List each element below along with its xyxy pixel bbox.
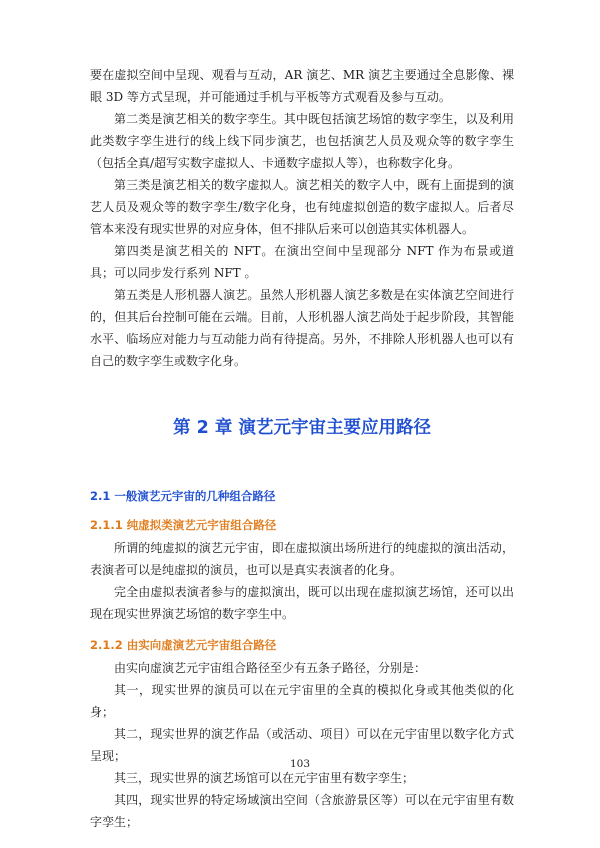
paragraph-type-4: 第四类是演艺相关的 NFT。在演出空间中呈现部分 NFT 作为布景或道具；可以同步发行系列 NFT 。 <box>90 244 514 280</box>
paragraph-2-1-2-item-4: 其四，现实世界的特定场域演出空间（含旅游景区等）可以在元宇宙里有数字孪生； <box>90 793 514 829</box>
paragraph-2-1-1-a: 所谓的纯虚拟的演艺元宇宙，即在虚拟演出场所进行的纯虚拟的演出活动，表演者可以是纯虚拟的演员，也可以是真实表演者的化身。 <box>90 541 514 577</box>
chapter-title: 第 2 章 演艺元宇宙主要应用路径 <box>173 418 431 438</box>
page-content <box>90 64 514 833</box>
section-heading-2-1: 2.1 一般演艺元宇宙的几种组合路径 <box>90 489 276 503</box>
paragraph-2-1-1-b: 完全由虚拟表演者参与的虚拟演出，既可以出现在虚拟演艺场馆，还可以出现在现实世界演艺场馆的数字孪生中。 <box>90 585 514 621</box>
paragraph-2-1-2-item-3: 其三，现实世界的演艺场馆可以在元宇宙里有数字孪生； <box>114 771 415 785</box>
section-heading-2-1-1: 2.1.1 纯虚拟类演艺元宇宙组合路径 <box>90 518 277 532</box>
paragraph-2-1-2-intro: 由实向虚演艺元宇宙组合路径至少有五条子路径，分别是： <box>114 661 427 675</box>
paragraph-2-1-2-item-1: 其一，现实世界的演员可以在元宇宙里的全真的模拟化身或其他类似的化身； <box>90 683 514 719</box>
paragraph-type-3: 第三类是演艺相关的数字虚拟人。演艺相关的数字人中，既有上面提到的演艺人员及观众等的数字孪生/数字化身，也有纯虚拟创造的数字虚拟人。后者尽管本来没有现实世界的对应身体，但不排队后来可以创造其实体机器人。 <box>90 178 514 236</box>
page-number: 103 <box>289 758 311 770</box>
paragraph-type-2: 第二类是演艺相关的数字孪生。其中既包括演艺场馆的数字孪生，以及利用此类数字孪生进行的线上线下同步演艺，也包括演艺人员及观众等的数字孪生（包括全真/超写实数字虚拟人、卡通数字虚拟人等），也称数字化身。 <box>90 112 514 170</box>
paragraph-continued: 要在虚拟空间中呈现、观看与互动，AR 演艺、MR 演艺主要通过全息影像、裸眼 3D 等方式呈现，并可能通过手机与平板等方式观看及参与互动。 <box>90 68 514 104</box>
section-heading-2-1-2: 2.1.2 由实向虚演艺元宇宙组合路径 <box>90 638 277 652</box>
paragraph-2-1-2-item-2: 其二，现实世界的演艺作品（或活动、项目）可以在元宇宙里以数字化方式呈现； <box>90 727 514 763</box>
paragraph-type-5: 第五类是人形机器人演艺。虽然人形机器人演艺多数是在实体演艺空间进行的，但其后台控制可能在云端。目前，人形机器人演艺尚处于起步阶段，其智能水平、临场应对能力与互动能力尚有待提高。另外，不排除人形机器人也可以有自己的数字孪生或数字化身。 <box>90 288 514 368</box>
